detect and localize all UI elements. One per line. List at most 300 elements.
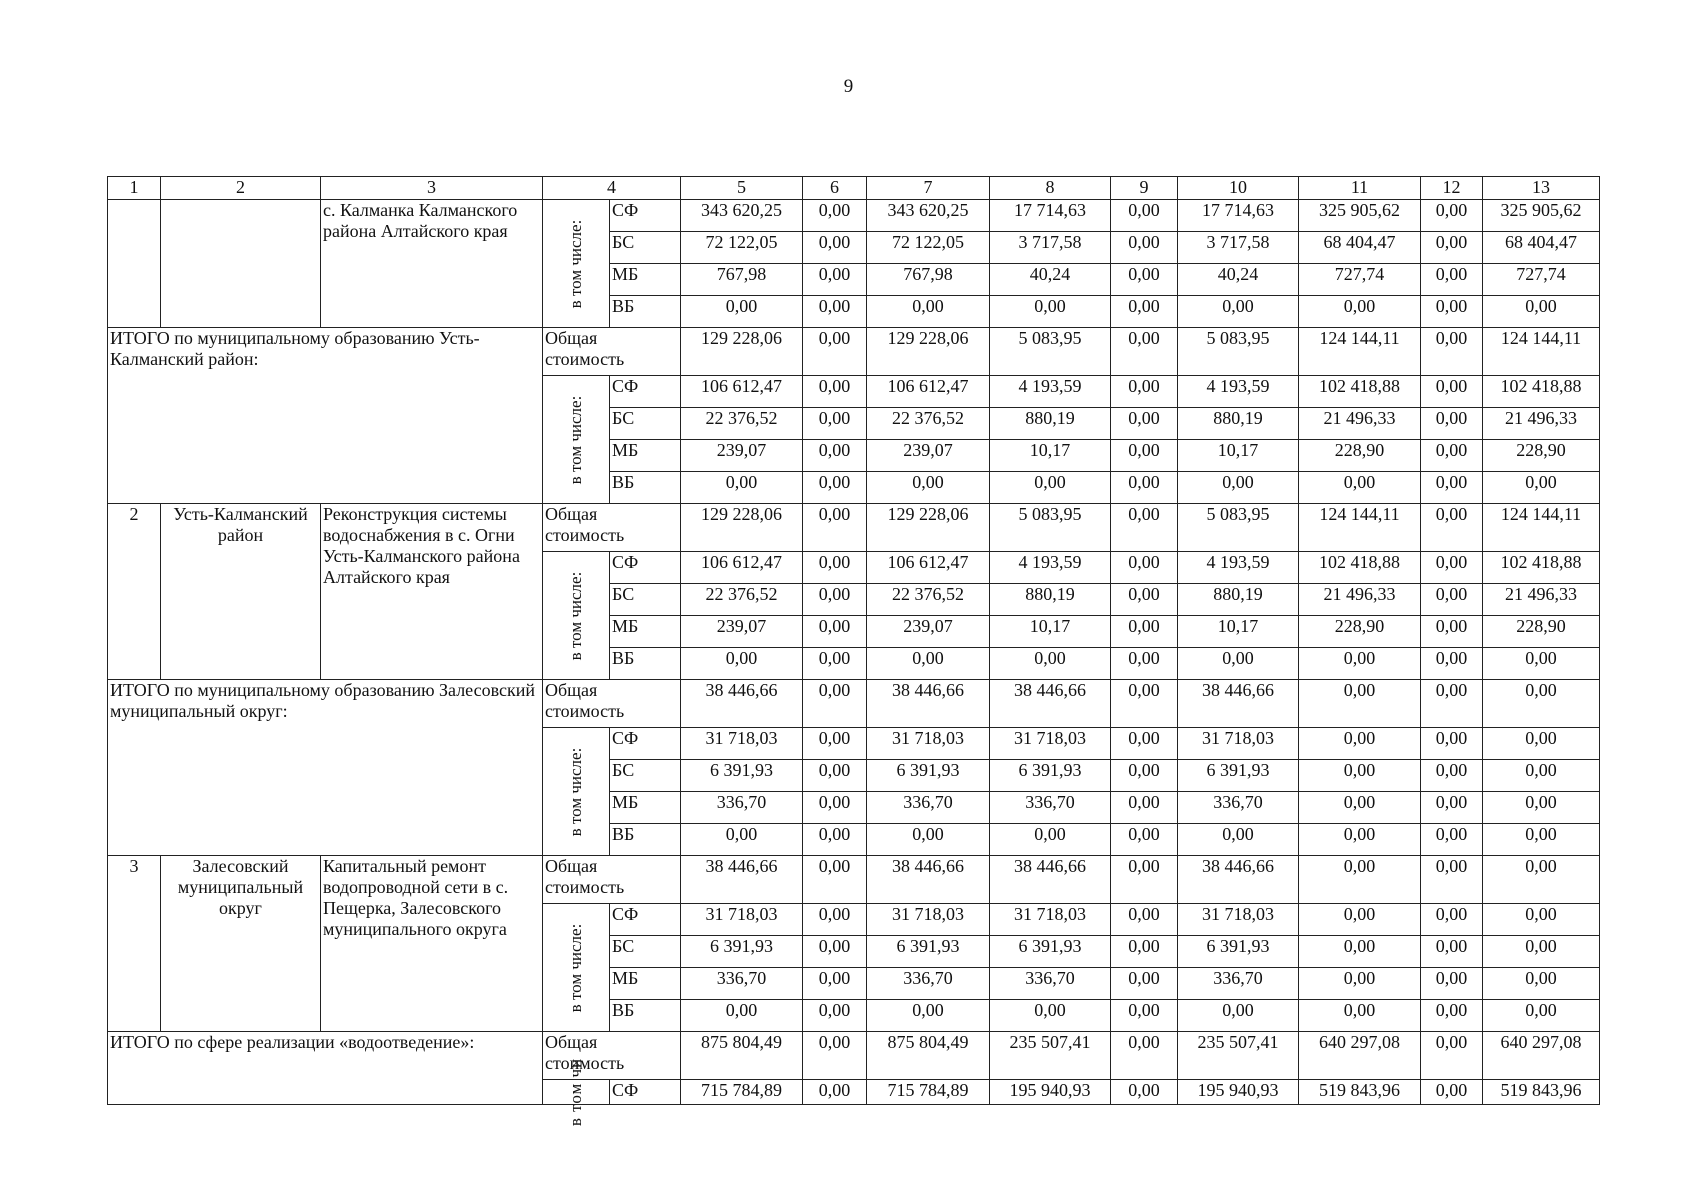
value-cell: 195 940,93: [990, 1080, 1111, 1105]
value-cell: 38 446,66: [1178, 680, 1299, 728]
value-cell: 31 718,03: [681, 904, 803, 936]
value-cell: 21 496,33: [1299, 584, 1421, 616]
value-cell: 0,00: [1421, 584, 1483, 616]
value-cell: 875 804,49: [681, 1032, 803, 1080]
fund-code: СФ: [610, 376, 681, 408]
district-name: Усть-Калманский район: [161, 504, 321, 680]
value-cell: 40,24: [990, 264, 1111, 296]
value-cell: 0,00: [1111, 440, 1178, 472]
value-cell: 0,00: [1299, 760, 1421, 792]
general-cost-label: Общая стоимость: [543, 856, 681, 904]
col-header: 8: [990, 177, 1111, 200]
value-cell: 0,00: [803, 1000, 867, 1032]
value-cell: 0,00: [867, 472, 990, 504]
value-cell: 0,00: [803, 376, 867, 408]
fund-code: СФ: [610, 552, 681, 584]
value-cell: 0,00: [803, 824, 867, 856]
value-cell: 0,00: [1483, 936, 1600, 968]
value-cell: 72 122,05: [867, 232, 990, 264]
value-cell: 0,00: [1111, 552, 1178, 584]
budget-table: [107, 176, 1600, 1127]
value-cell: 519 843,96: [1299, 1080, 1421, 1105]
value-cell: 0,00: [803, 648, 867, 680]
value-cell: 0,00: [803, 760, 867, 792]
value-cell: 102 418,88: [1299, 376, 1421, 408]
value-cell: 102 418,88: [1483, 376, 1600, 408]
value-cell: 10,17: [990, 616, 1111, 648]
value-cell: 195 940,93: [1178, 1080, 1299, 1105]
value-cell: 0,00: [803, 408, 867, 440]
value-cell: 0,00: [681, 648, 803, 680]
fund-code: МБ: [610, 968, 681, 1000]
district-name: Залесовский муниципальный округ: [161, 856, 321, 1032]
value-cell: 0,00: [1483, 728, 1600, 760]
value-cell: 336,70: [681, 968, 803, 1000]
value-cell: 519 843,96: [1483, 1080, 1600, 1105]
value-cell: 38 446,66: [990, 680, 1111, 728]
value-cell: 0,00: [990, 296, 1111, 328]
value-cell: 228,90: [1299, 440, 1421, 472]
value-cell: 17 714,63: [1178, 200, 1299, 232]
value-cell: 880,19: [1178, 584, 1299, 616]
value-cell: 129 228,06: [681, 328, 803, 376]
value-cell: 715 784,89: [867, 1080, 990, 1105]
value-cell: 38 446,66: [681, 856, 803, 904]
value-cell: 10,17: [1178, 616, 1299, 648]
value-cell: 336,70: [867, 968, 990, 1000]
object-name: с. Калманка Калманского района Алтайского края: [321, 200, 543, 328]
value-cell: 0,00: [1421, 376, 1483, 408]
value-cell: 0,00: [1299, 472, 1421, 504]
value-cell: 38 446,66: [867, 856, 990, 904]
value-cell: 0,00: [1421, 760, 1483, 792]
value-cell: 0,00: [1111, 408, 1178, 440]
value-cell: 0,00: [1111, 792, 1178, 824]
value-cell: 239,07: [867, 440, 990, 472]
value-cell: 0,00: [803, 728, 867, 760]
value-cell: 0,00: [1421, 1080, 1483, 1105]
value-cell: 0,00: [803, 1080, 867, 1105]
value-cell: 0,00: [1421, 504, 1483, 552]
value-cell: 0,00: [1421, 440, 1483, 472]
value-cell: 124 144,11: [1483, 504, 1600, 552]
value-cell: 0,00: [803, 296, 867, 328]
total-label: ИТОГО по муниципальному образованию Усть-Калманский район:: [108, 328, 543, 504]
value-cell: 0,00: [1111, 1080, 1178, 1105]
total-label: ИТОГО по муниципальному образованию Залесовский муниципальный округ:: [108, 680, 543, 856]
value-cell: 0,00: [803, 856, 867, 904]
row-number-cell: [108, 200, 161, 328]
col-header: 11: [1299, 177, 1421, 200]
value-cell: 6 391,93: [1178, 936, 1299, 968]
value-cell: 102 418,88: [1299, 552, 1421, 584]
value-cell: 0,00: [803, 264, 867, 296]
general-cost-label: Общая стоимость: [543, 328, 681, 376]
value-cell: 0,00: [1299, 296, 1421, 328]
value-cell: 31 718,03: [990, 728, 1111, 760]
fund-code: СФ: [610, 728, 681, 760]
value-cell: 0,00: [1421, 200, 1483, 232]
in-number-label: в том числе:: [543, 376, 610, 504]
general-cost-label: Общая стоимость: [543, 1032, 681, 1080]
value-cell: 0,00: [803, 680, 867, 728]
value-cell: 5 083,95: [1178, 328, 1299, 376]
value-cell: 106 612,47: [867, 376, 990, 408]
value-cell: 0,00: [1299, 728, 1421, 760]
value-cell: 0,00: [1111, 232, 1178, 264]
value-cell: 106 612,47: [681, 552, 803, 584]
value-cell: 68 404,47: [1483, 232, 1600, 264]
value-cell: 106 612,47: [681, 376, 803, 408]
fund-code: МБ: [610, 792, 681, 824]
value-cell: 10,17: [1178, 440, 1299, 472]
value-cell: 0,00: [1111, 824, 1178, 856]
value-cell: 715 784,89: [681, 1080, 803, 1105]
value-cell: 0,00: [1111, 648, 1178, 680]
value-cell: 22 376,52: [681, 584, 803, 616]
header-row: [108, 177, 1600, 200]
value-cell: 0,00: [1483, 760, 1600, 792]
fund-code: ВБ: [610, 648, 681, 680]
value-cell: 0,00: [1421, 856, 1483, 904]
value-cell: 40,24: [1178, 264, 1299, 296]
value-cell: 3 717,58: [990, 232, 1111, 264]
value-cell: 102 418,88: [1483, 552, 1600, 584]
value-cell: 228,90: [1483, 440, 1600, 472]
value-cell: 0,00: [803, 616, 867, 648]
value-cell: 31 718,03: [990, 904, 1111, 936]
value-cell: 640 297,08: [1299, 1032, 1421, 1080]
value-cell: 124 144,11: [1483, 328, 1600, 376]
value-cell: 336,70: [1178, 968, 1299, 1000]
value-cell: 0,00: [1111, 760, 1178, 792]
value-cell: 124 144,11: [1299, 504, 1421, 552]
fund-code: БС: [610, 408, 681, 440]
value-cell: 0,00: [1299, 680, 1421, 728]
value-cell: 17 714,63: [990, 200, 1111, 232]
value-cell: 239,07: [681, 440, 803, 472]
fund-code: БС: [610, 584, 681, 616]
value-cell: 0,00: [1178, 296, 1299, 328]
col-header: 13: [1483, 177, 1600, 200]
value-cell: 0,00: [1111, 584, 1178, 616]
value-cell: 0,00: [1111, 504, 1178, 552]
value-cell: 0,00: [1421, 904, 1483, 936]
value-cell: 0,00: [1421, 1000, 1483, 1032]
value-cell: 0,00: [1483, 968, 1600, 1000]
value-cell: 0,00: [867, 296, 990, 328]
value-cell: 0,00: [1299, 824, 1421, 856]
value-cell: 336,70: [990, 792, 1111, 824]
value-cell: 235 507,41: [1178, 1032, 1299, 1080]
fund-code: СФ: [610, 200, 681, 232]
value-cell: 0,00: [1421, 264, 1483, 296]
fund-code: БС: [610, 760, 681, 792]
value-cell: 0,00: [803, 792, 867, 824]
value-cell: 22 376,52: [867, 408, 990, 440]
value-cell: 0,00: [803, 472, 867, 504]
value-cell: 6 391,93: [990, 936, 1111, 968]
value-cell: 0,00: [803, 552, 867, 584]
col-header: 6: [803, 177, 867, 200]
value-cell: 336,70: [1178, 792, 1299, 824]
value-cell: 0,00: [1299, 904, 1421, 936]
value-cell: 0,00: [803, 904, 867, 936]
table-row: [108, 856, 1600, 904]
value-cell: 0,00: [1483, 792, 1600, 824]
value-cell: 0,00: [1421, 328, 1483, 376]
value-cell: 767,98: [681, 264, 803, 296]
value-cell: 0,00: [1111, 296, 1178, 328]
value-cell: 0,00: [1421, 824, 1483, 856]
value-cell: 0,00: [1299, 648, 1421, 680]
general-cost-label: Общая стоимость: [543, 680, 681, 728]
value-cell: 0,00: [867, 648, 990, 680]
value-cell: 0,00: [803, 504, 867, 552]
value-cell: 0,00: [1178, 824, 1299, 856]
value-cell: 0,00: [1178, 472, 1299, 504]
value-cell: 875 804,49: [867, 1032, 990, 1080]
value-cell: 31 718,03: [867, 728, 990, 760]
col-header: 5: [681, 177, 803, 200]
page-number: 9: [843, 76, 854, 97]
col-header: 10: [1178, 177, 1299, 200]
fund-code: ВБ: [610, 296, 681, 328]
value-cell: 0,00: [803, 328, 867, 376]
col-header: 12: [1421, 177, 1483, 200]
value-cell: 0,00: [990, 824, 1111, 856]
value-cell: 0,00: [1299, 968, 1421, 1000]
value-cell: 336,70: [681, 792, 803, 824]
value-cell: 0,00: [1299, 936, 1421, 968]
value-cell: 0,00: [1483, 648, 1600, 680]
value-cell: 129 228,06: [867, 504, 990, 552]
value-cell: 21 496,33: [1483, 584, 1600, 616]
value-cell: 0,00: [681, 824, 803, 856]
value-cell: 0,00: [1483, 856, 1600, 904]
value-cell: 106 612,47: [867, 552, 990, 584]
fund-code: БС: [610, 232, 681, 264]
value-cell: 38 446,66: [867, 680, 990, 728]
value-cell: 0,00: [1111, 264, 1178, 296]
value-cell: 880,19: [990, 408, 1111, 440]
value-cell: 129 228,06: [681, 504, 803, 552]
value-cell: 228,90: [1483, 616, 1600, 648]
general-cost-label: Общая стоимость: [543, 504, 681, 552]
value-cell: 0,00: [867, 1000, 990, 1032]
value-cell: 325 905,62: [1299, 200, 1421, 232]
value-cell: 0,00: [1483, 680, 1600, 728]
value-cell: 0,00: [681, 472, 803, 504]
value-cell: 767,98: [867, 264, 990, 296]
value-cell: 0,00: [803, 1032, 867, 1080]
value-cell: 0,00: [1111, 936, 1178, 968]
value-cell: 129 228,06: [867, 328, 990, 376]
col-header: 7: [867, 177, 990, 200]
value-cell: 6 391,93: [867, 936, 990, 968]
value-cell: 727,74: [1299, 264, 1421, 296]
value-cell: 0,00: [803, 440, 867, 472]
col-header: 9: [1111, 177, 1178, 200]
value-cell: 880,19: [990, 584, 1111, 616]
value-cell: 0,00: [1111, 680, 1178, 728]
value-cell: 228,90: [1299, 616, 1421, 648]
value-cell: 3 717,58: [1178, 232, 1299, 264]
value-cell: 31 718,03: [681, 728, 803, 760]
col-header: 2: [161, 177, 321, 200]
value-cell: 4 193,59: [1178, 376, 1299, 408]
value-cell: 10,17: [990, 440, 1111, 472]
value-cell: 336,70: [867, 792, 990, 824]
fund-code: БС: [610, 936, 681, 968]
col-header: 3: [321, 177, 543, 200]
value-cell: 6 391,93: [990, 760, 1111, 792]
object-name: Капитальный ремонт водопроводной сети в с. Пещерка, Залесовского муниципального округа: [321, 856, 543, 1032]
value-cell: 4 193,59: [990, 552, 1111, 584]
fund-code: СФ: [610, 904, 681, 936]
table-row: [108, 328, 1600, 376]
value-cell: 0,00: [1299, 1000, 1421, 1032]
in-number-label: в том числе:: [543, 728, 610, 856]
value-cell: 0,00: [1111, 1032, 1178, 1080]
table-row: [108, 1032, 1600, 1080]
value-cell: 727,74: [1483, 264, 1600, 296]
value-cell: 0,00: [1421, 728, 1483, 760]
value-cell: 0,00: [1421, 296, 1483, 328]
value-cell: 6 391,93: [681, 936, 803, 968]
value-cell: 0,00: [803, 936, 867, 968]
value-cell: 0,00: [803, 968, 867, 1000]
table-row: [108, 200, 1600, 232]
value-cell: 0,00: [1421, 616, 1483, 648]
value-cell: 5 083,95: [1178, 504, 1299, 552]
value-cell: 0,00: [1483, 824, 1600, 856]
value-cell: 0,00: [1111, 856, 1178, 904]
table-row: [108, 504, 1600, 552]
value-cell: 0,00: [1111, 728, 1178, 760]
in-number-label: в том числе:: [543, 904, 610, 1032]
value-cell: 22 376,52: [867, 584, 990, 616]
value-cell: 0,00: [1299, 792, 1421, 824]
value-cell: 4 193,59: [1178, 552, 1299, 584]
value-cell: 6 391,93: [681, 760, 803, 792]
value-cell: 0,00: [1421, 232, 1483, 264]
value-cell: 0,00: [1111, 616, 1178, 648]
value-cell: 0,00: [1421, 968, 1483, 1000]
fund-code: ВБ: [610, 824, 681, 856]
value-cell: 0,00: [1299, 856, 1421, 904]
value-cell: 0,00: [1111, 328, 1178, 376]
value-cell: 0,00: [1483, 1000, 1600, 1032]
value-cell: 72 122,05: [681, 232, 803, 264]
col-header: 4: [543, 177, 681, 200]
value-cell: 0,00: [1421, 472, 1483, 504]
value-cell: 880,19: [1178, 408, 1299, 440]
value-cell: 68 404,47: [1299, 232, 1421, 264]
fund-code: МБ: [610, 616, 681, 648]
value-cell: 124 144,11: [1299, 328, 1421, 376]
value-cell: 0,00: [1111, 200, 1178, 232]
value-cell: 21 496,33: [1299, 408, 1421, 440]
object-name: Реконструкция системы водоснабжения в с. Огни Усть-Калманского района Алтайского края: [321, 504, 543, 680]
value-cell: 0,00: [1111, 376, 1178, 408]
fund-code: МБ: [610, 440, 681, 472]
fund-code: СФ: [610, 1080, 681, 1105]
value-cell: 31 718,03: [867, 904, 990, 936]
in-number-label: в том чи: [543, 1080, 610, 1105]
fund-code: МБ: [610, 264, 681, 296]
value-cell: 343 620,25: [867, 200, 990, 232]
value-cell: 6 391,93: [1178, 760, 1299, 792]
in-number-label: в том числе:: [543, 200, 610, 328]
value-cell: 0,00: [1421, 936, 1483, 968]
fund-code: ВБ: [610, 472, 681, 504]
value-cell: 0,00: [990, 1000, 1111, 1032]
value-cell: 0,00: [1111, 472, 1178, 504]
value-cell: 0,00: [1111, 904, 1178, 936]
value-cell: 38 446,66: [990, 856, 1111, 904]
value-cell: 0,00: [990, 648, 1111, 680]
value-cell: 325 905,62: [1483, 200, 1600, 232]
value-cell: 640 297,08: [1483, 1032, 1600, 1080]
value-cell: 0,00: [681, 1000, 803, 1032]
value-cell: 0,00: [1421, 680, 1483, 728]
value-cell: 4 193,59: [990, 376, 1111, 408]
value-cell: 0,00: [867, 824, 990, 856]
value-cell: 0,00: [1111, 968, 1178, 1000]
value-cell: 0,00: [803, 200, 867, 232]
value-cell: 21 496,33: [1483, 408, 1600, 440]
table-row: [108, 680, 1600, 728]
value-cell: 0,00: [1421, 792, 1483, 824]
value-cell: 0,00: [803, 584, 867, 616]
value-cell: 0,00: [1178, 648, 1299, 680]
value-cell: 6 391,93: [867, 760, 990, 792]
value-cell: 0,00: [1483, 296, 1600, 328]
value-cell: 336,70: [990, 968, 1111, 1000]
value-cell: 5 083,95: [990, 328, 1111, 376]
value-cell: 0,00: [681, 296, 803, 328]
value-cell: 0,00: [990, 472, 1111, 504]
value-cell: 0,00: [1111, 1000, 1178, 1032]
value-cell: 0,00: [1483, 472, 1600, 504]
value-cell: 31 718,03: [1178, 904, 1299, 936]
value-cell: 22 376,52: [681, 408, 803, 440]
fund-code: ВБ: [610, 1000, 681, 1032]
value-cell: 0,00: [1483, 904, 1600, 936]
col-header: 1: [108, 177, 161, 200]
value-cell: 235 507,41: [990, 1032, 1111, 1080]
value-cell: 38 446,66: [681, 680, 803, 728]
value-cell: 0,00: [1178, 1000, 1299, 1032]
value-cell: 0,00: [1421, 648, 1483, 680]
row-number: 2: [108, 504, 161, 680]
value-cell: 343 620,25: [681, 200, 803, 232]
row-number: 3: [108, 856, 161, 1032]
value-cell: 239,07: [681, 616, 803, 648]
value-cell: 5 083,95: [990, 504, 1111, 552]
value-cell: 0,00: [803, 232, 867, 264]
value-cell: 0,00: [1421, 1032, 1483, 1080]
total-label: ИТОГО по сфере реализации «водоотведение»:: [108, 1032, 543, 1105]
in-number-label: в том числе:: [543, 552, 610, 680]
value-cell: 0,00: [1421, 552, 1483, 584]
value-cell: 0,00: [1421, 408, 1483, 440]
value-cell: 38 446,66: [1178, 856, 1299, 904]
district-cell: [161, 200, 321, 328]
value-cell: 31 718,03: [1178, 728, 1299, 760]
value-cell: 239,07: [867, 616, 990, 648]
